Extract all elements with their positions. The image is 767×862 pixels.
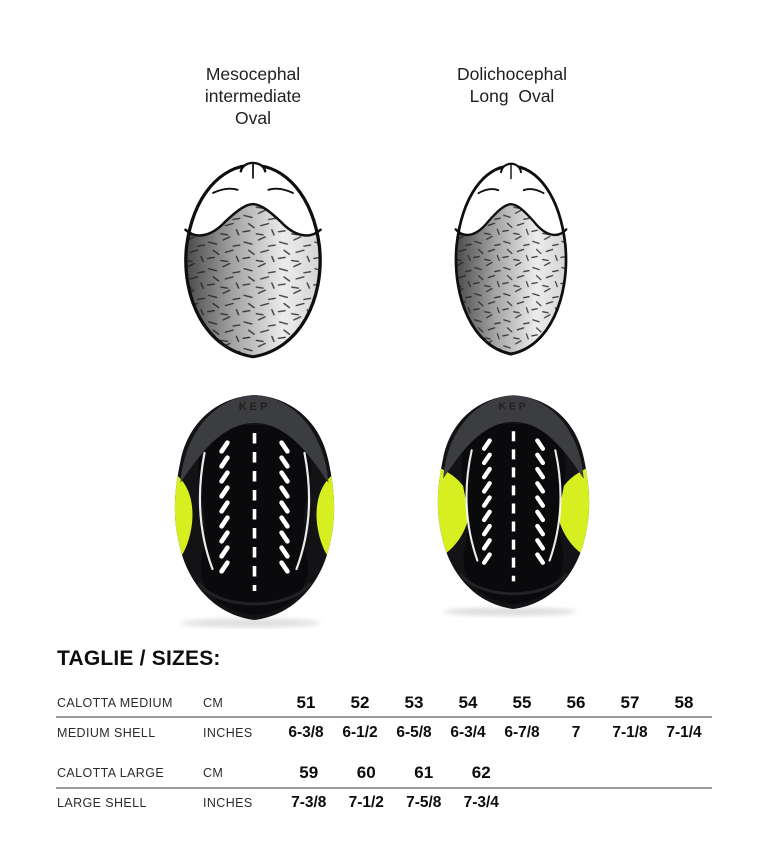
row-calotta-large [0,764,767,782]
row-large-shell [0,794,767,812]
row-values [280,764,510,782]
row-calotta-medium [0,694,767,712]
size-value-cell: 62 [471,763,491,782]
helmet-liner-medium [160,389,349,629]
row-values [280,794,510,812]
size-value-cell: 56 [566,693,586,712]
size-value-cell: 59 [299,763,319,782]
kep-logo-text: KEP [498,401,529,413]
size-value-cell: 7-5/8 [406,794,442,811]
head-top-view-mesocephal [170,156,336,366]
row-label: CALOTTA LARGE [57,766,165,780]
size-value-cell: 7 [571,724,581,741]
size-value-cell: 55 [512,693,532,712]
title-line: Mesocephal [205,64,301,84]
title-line: Long Oval [469,86,555,106]
size-value-cell: 6-1/2 [342,724,378,741]
sizes-heading: TAGLIE / SIZES: [57,647,221,670]
size-value-cell: 51 [296,693,316,712]
size-value-cell: 54 [458,693,478,712]
separator-line [56,787,712,789]
separator-line [56,716,712,718]
size-value-cell: 7-3/4 [463,794,499,811]
row-label: CALOTTA MEDIUM [57,696,173,710]
row-values [279,724,711,742]
row-label: MEDIUM SHELL [57,726,156,740]
size-value-cell: 6-7/8 [504,724,540,741]
size-value-cell: 52 [350,693,370,712]
helmet-shadow [443,608,576,617]
head-shape-title-right [406,63,618,107]
helmet-liner-large [428,389,599,618]
row-unit: CM [203,766,224,780]
row-unit: INCHES [203,726,253,740]
size-value-cell: 6-5/8 [396,724,432,741]
size-value-cell: 7-1/4 [666,724,702,741]
title-line: Oval [235,108,271,128]
size-value-cell: 58 [674,693,694,712]
size-value-cell: 53 [404,693,424,712]
row-unit: CM [203,696,224,710]
head-shape-title-left [147,63,359,129]
row-label: LARGE SHELL [57,796,147,810]
title-line: intermediate [204,86,302,106]
size-value-cell: 7-3/8 [291,794,327,811]
head-top-view-dolichocephal [443,157,579,363]
size-value-cell: 61 [414,763,434,782]
row-medium-shell [0,724,767,742]
size-value-cell: 57 [620,693,640,712]
title-line: Dolichocephal [457,64,567,84]
row-unit: INCHES [203,796,253,810]
size-value-cell: 7-1/8 [612,724,648,741]
size-value-cell: 6-3/4 [450,724,486,741]
row-values [279,694,711,712]
kep-logo-text: KEP [238,401,271,413]
size-value-cell: 6-3/8 [288,724,324,741]
size-value-cell: 7-1/2 [348,794,384,811]
size-value-cell: 60 [356,763,376,782]
helmet-shadow [181,619,321,628]
